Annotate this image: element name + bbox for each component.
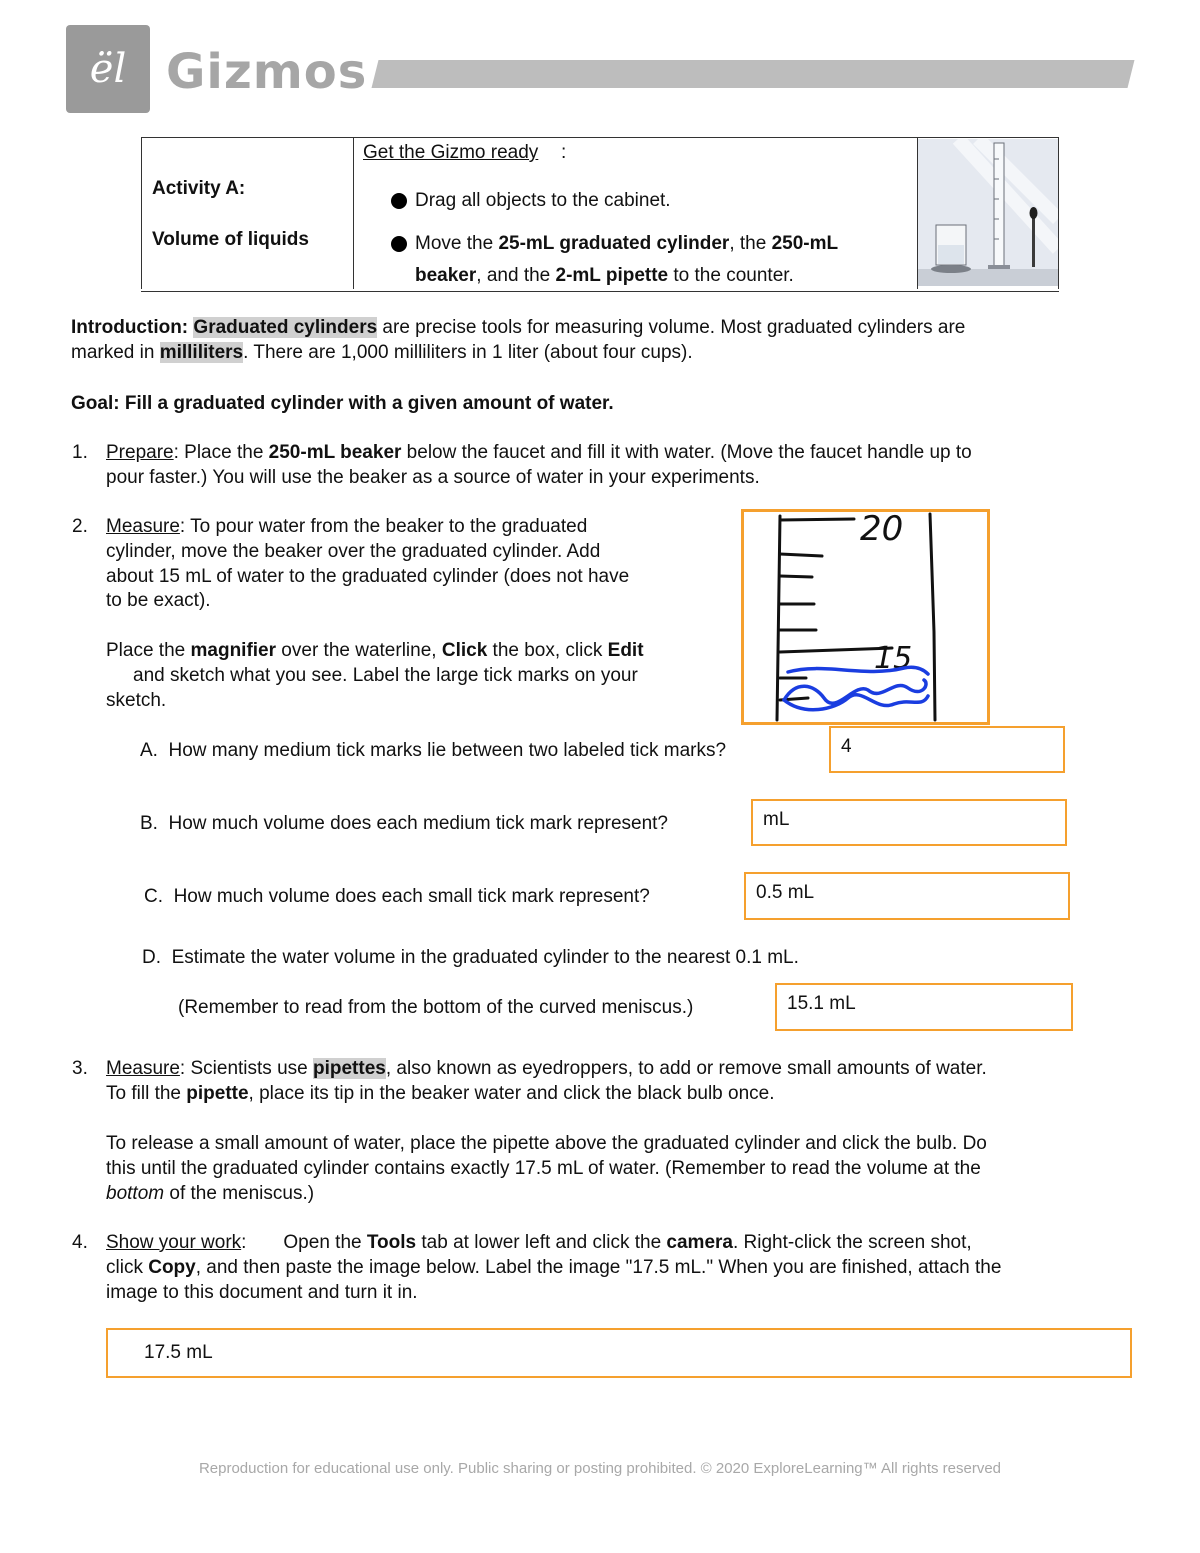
el-logo-icon: ël: [89, 46, 127, 92]
sketch-box[interactable]: [741, 509, 990, 725]
q2-line-3: about 15 mL of water to the graduated cylinder (does not have: [106, 566, 630, 587]
sketch-label-20: 20: [860, 512, 904, 549]
answer-d-field[interactable]: 15.1 mL: [775, 983, 1073, 1031]
answer-c-field[interactable]: 0.5 mL: [744, 872, 1070, 920]
q2-line-2: cylinder, move the beaker over the graduated cylinder. Add: [106, 541, 601, 562]
answer-a-field[interactable]: 4: [829, 726, 1065, 773]
q4-line-2: click Copy, and then paste the image below. Label the image "17.5 mL." When you are finished, attach the: [106, 1257, 1002, 1278]
brand-title: Gizmos: [166, 44, 368, 100]
activity-subtitle: Volume of liquids: [152, 229, 309, 250]
activity-title: Activity A:: [152, 178, 246, 199]
intro-line-1: Introduction: Graduated cylinders are precise tools for measuring volume. Most graduated cylinders are: [71, 317, 966, 338]
explorelearning-logo: [66, 25, 150, 113]
q2-para2-line-3: sketch.: [106, 690, 167, 711]
bullet-icon: [391, 193, 407, 209]
q1-line-1: Prepare: Place the 250-mL beaker below the faucet and fill it with water. (Move the faucet handle up to: [106, 442, 972, 463]
q2-line-4: to be exact).: [106, 590, 211, 611]
q1-number: 1.: [72, 442, 88, 463]
q2d-text: D. Estimate the water volume in the graduated cylinder to the nearest 0.1 mL.: [142, 947, 799, 968]
q2-para2-line-1: Place the magnifier over the waterline, Click the box, click Edit: [106, 640, 644, 661]
q3-number: 3.: [72, 1058, 88, 1079]
intro-line-2: marked in milliliters. There are 1,000 milliliters in 1 liter (about four cups).: [71, 342, 693, 363]
q4-line-3: image to this document and turn it in.: [106, 1282, 418, 1303]
q2-number: 2.: [72, 516, 88, 537]
q2c-text: C. How much volume does each small tick mark represent?: [144, 886, 650, 907]
q4-number: 4.: [72, 1232, 88, 1253]
bullet-icon: [391, 236, 407, 252]
q3-para2-line-1: To release a small amount of water, place the pipette above the graduated cylinder and click the bulb. Do: [106, 1133, 987, 1154]
q1-line-2: pour faster.) You will use the beaker as a source of water in your experiments.: [106, 467, 760, 488]
highlight-term: Graduated cylinders: [193, 317, 378, 338]
goal-statement: Goal: Fill a graduated cylinder with a given amount of water.: [71, 393, 614, 414]
header-bar: [372, 60, 1135, 88]
q4-line-1: Show your work: Open the Tools tab at lower left and click the camera. Right-click the screen shot,: [106, 1232, 972, 1253]
sketch-label-15: 15: [874, 641, 913, 676]
activity-table: Activity A: Volume of liquids Get the Gizmo ready : Drag all objects to the cabinet. Move the 25-mL graduated cylinder, the 250-mL beaker, and the 2-mL pipette to the counter.: [141, 137, 1059, 292]
footer-copyright: Reproduction for educational use only. Public sharing or posting prohibited. © 2020 ExploreLearning™ All rights reserved: [198, 1460, 1002, 1477]
highlight-term: pipettes: [312, 1058, 386, 1079]
q3-para2-line-2: this until the graduated cylinder contains exactly 17.5 mL of water. (Remember to read the volume at the: [106, 1158, 981, 1179]
q2a-text: A. How many medium tick marks lie between two labeled tick marks?: [140, 740, 727, 761]
answer-q4-field[interactable]: 17.5 mL: [106, 1328, 1132, 1378]
q2d-note: (Remember to read from the bottom of the curved meniscus.): [178, 997, 694, 1018]
q3-line-1: Measure: Scientists use pipettes, also known as eyedroppers, to add or remove small amounts of water.: [106, 1058, 987, 1079]
q2-line-1: Measure: To pour water from the beaker to the graduated: [106, 516, 588, 537]
answer-b-field[interactable]: mL: [751, 799, 1067, 846]
q2b-text: B. How much volume does each medium tick mark represent?: [140, 813, 668, 834]
activity-title-cell: [141, 138, 354, 289]
highlight-term: milliliters: [159, 342, 244, 363]
q3-line-2: To fill the pipette, place its tip in the beaker water and click the black bulb once.: [106, 1083, 775, 1104]
bullet-item: Move the 25-mL graduated cylinder, the 250-mL beaker, and the 2-mL pipette to the counter.: [391, 228, 911, 292]
gizmo-screenshot-thumbnail: [918, 139, 1058, 286]
get-ready-heading: Get the Gizmo ready: [363, 142, 539, 163]
q3-para2-line-3: bottom of the meniscus.): [106, 1183, 315, 1204]
q2-para2-line-2: and sketch what you see. Label the large tick marks on your: [133, 665, 638, 686]
bullet-item: Drag all objects to the cabinet.: [391, 185, 911, 217]
